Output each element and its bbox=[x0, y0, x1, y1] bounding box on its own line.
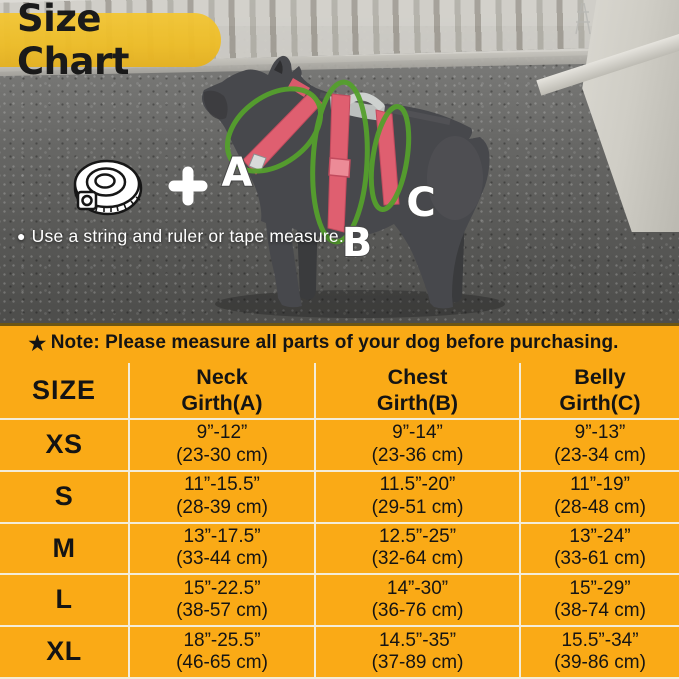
row-xl-size: XL bbox=[0, 625, 128, 677]
row-xs-size: XS bbox=[0, 418, 128, 470]
measuring-tip-text: Use a string and ruler or tape measure. bbox=[31, 226, 344, 246]
header-belly-girth: Belly Girth(C) bbox=[519, 363, 679, 418]
marker-c: C bbox=[406, 180, 436, 226]
row-xl-chest: 14.5”-35” (37-89 cm) bbox=[314, 625, 519, 677]
dog-photo bbox=[0, 0, 679, 323]
row-xs-belly: 9”-13” (23-34 cm) bbox=[519, 418, 679, 470]
row-s-belly: 11”-19” (28-48 cm) bbox=[519, 470, 679, 522]
note bbox=[0, 326, 679, 360]
row-xs-neck: 9”-12” (23-30 cm) bbox=[128, 418, 314, 470]
header-chest-girth: Chest Girth(B) bbox=[314, 363, 519, 418]
page-title: Size Chart bbox=[17, 0, 129, 83]
marker-b: B bbox=[341, 220, 373, 266]
row-m-chest: 12.5”-25” (32-64 cm) bbox=[314, 522, 519, 574]
harness-girth-buckle bbox=[329, 158, 350, 177]
marker-a: A bbox=[221, 150, 253, 196]
plus-icon bbox=[174, 172, 202, 200]
row-l-chest: 14”-30” (36-76 cm) bbox=[314, 573, 519, 625]
header-size: SIZE bbox=[31, 374, 96, 405]
row-s-size: S bbox=[0, 470, 128, 522]
bullet-icon: ● bbox=[17, 228, 26, 244]
row-xl-belly: 15.5”-34” (39-86 cm) bbox=[519, 625, 679, 677]
star-icon: ★ bbox=[27, 329, 48, 356]
row-m-belly: 13”-24” (33-61 cm) bbox=[519, 522, 679, 574]
row-l-belly: 15”-29” (38-74 cm) bbox=[519, 573, 679, 625]
size-chart-banner bbox=[0, 0, 221, 83]
size-table bbox=[0, 363, 679, 679]
transmission-tower-icon bbox=[576, 3, 590, 34]
row-m-neck: 13”-17.5” (33-44 cm) bbox=[128, 522, 314, 574]
row-s-chest: 11.5”-20” (29-51 cm) bbox=[314, 470, 519, 522]
row-s-neck: 11”-15.5” (28-39 cm) bbox=[128, 470, 314, 522]
measuring-tip bbox=[17, 226, 344, 247]
row-l-size: L bbox=[0, 573, 128, 625]
tape-measure-icon bbox=[75, 161, 141, 214]
row-xl-neck: 18”-25.5” (46-65 cm) bbox=[128, 625, 314, 677]
row-l-neck: 15”-22.5” (38-57 cm) bbox=[128, 573, 314, 625]
row-xs-chest: 9”-14” (23-36 cm) bbox=[314, 418, 519, 470]
size-table-section bbox=[0, 323, 679, 679]
row-m-size: M bbox=[0, 522, 128, 574]
note-text: Note: Please measure all parts of your dog before purchasing. bbox=[50, 332, 619, 353]
header-neck-girth: Neck Girth(A) bbox=[128, 363, 314, 418]
